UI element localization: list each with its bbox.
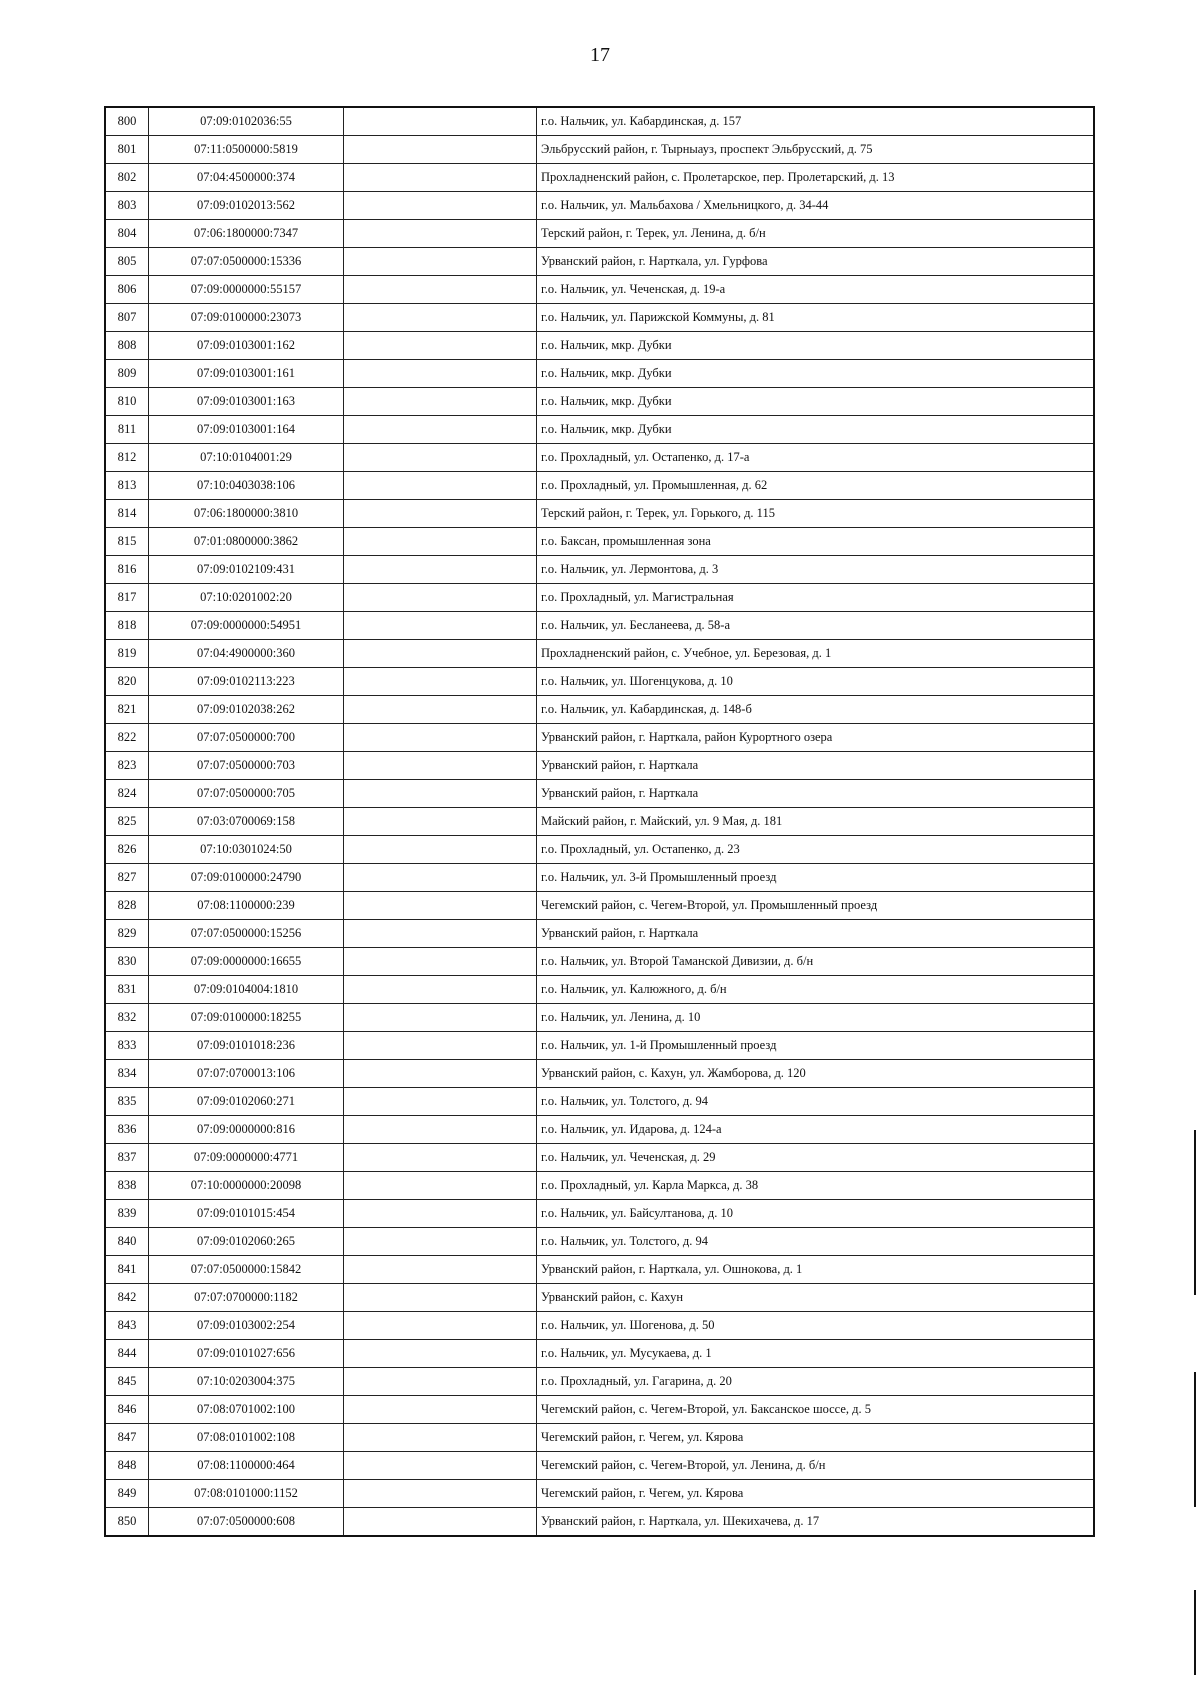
cadastral-number-cell: 07:09:0101018:236 [149,1032,344,1060]
cadastral-number-cell: 07:07:0500000:15842 [149,1256,344,1284]
row-number-cell: 832 [105,1004,149,1032]
table-row [105,1004,1094,1032]
table-row [105,556,1094,584]
address-cell: г.о. Нальчик, ул. Идарова, д. 124-а [537,1116,1095,1144]
blank-cell [344,332,537,360]
row-number-cell: 846 [105,1396,149,1424]
address-cell: г.о. Нальчик, ул. Парижской Коммуны, д. 81 [537,304,1095,332]
row-number-cell: 831 [105,976,149,1004]
cadastral-number-cell: 07:08:1100000:239 [149,892,344,920]
table-row [105,164,1094,192]
page-number: 17 [590,44,610,66]
row-number-cell: 841 [105,1256,149,1284]
cadastral-number-cell: 07:09:0100000:24790 [149,864,344,892]
blank-cell [344,920,537,948]
row-number-cell: 839 [105,1200,149,1228]
address-cell: г.о. Нальчик, мкр. Дубки [537,416,1095,444]
row-number-cell: 803 [105,192,149,220]
table-row [105,752,1094,780]
address-cell: г.о. Прохладный, ул. Остапенко, д. 17-а [537,444,1095,472]
table-row [105,388,1094,416]
table-row [105,1116,1094,1144]
address-cell: Чегемский район, с. Чегем-Второй, ул. Ленина, д. б/н [537,1452,1095,1480]
table-row [105,892,1094,920]
table-row [105,1060,1094,1088]
address-cell: г.о. Нальчик, ул. 1-й Промышленный проезд [537,1032,1095,1060]
cadastral-number-cell: 07:08:1100000:464 [149,1452,344,1480]
table-row [105,696,1094,724]
table-row [105,304,1094,332]
address-cell: Прохладненский район, с. Учебное, ул. Березовая, д. 1 [537,640,1095,668]
cadastral-number-cell: 07:07:0500000:700 [149,724,344,752]
address-cell: Урванский район, г. Нарткала, ул. Шекихачева, д. 17 [537,1508,1095,1537]
table-row [105,220,1094,248]
address-cell: г.о. Нальчик, ул. Чеченская, д. 19-а [537,276,1095,304]
cadastral-number-cell: 07:09:0103001:161 [149,360,344,388]
row-number-cell: 817 [105,584,149,612]
address-cell: г.о. Нальчик, ул. Толстого, д. 94 [537,1088,1095,1116]
cadastral-number-cell: 07:09:0103001:164 [149,416,344,444]
blank-cell [344,1312,537,1340]
address-cell: г.о. Нальчик, ул. Мальбахова / Хмельницкого, д. 34-44 [537,192,1095,220]
row-number-cell: 842 [105,1284,149,1312]
table-row [105,416,1094,444]
blank-cell [344,976,537,1004]
address-cell: г.о. Нальчик, ул. Шогенова, д. 50 [537,1312,1095,1340]
cadastral-number-cell: 07:09:0104004:1810 [149,976,344,1004]
table-row [105,500,1094,528]
cadastral-number-cell: 07:04:4500000:374 [149,164,344,192]
blank-cell [344,304,537,332]
address-cell: г.о. Нальчик, ул. Кабардинская, д. 157 [537,107,1095,136]
row-number-cell: 844 [105,1340,149,1368]
address-cell: Урванский район, с. Кахун [537,1284,1095,1312]
blank-cell [344,836,537,864]
blank-cell [344,1284,537,1312]
cadastral-number-cell: 07:08:0101002:108 [149,1424,344,1452]
table-row [105,864,1094,892]
blank-cell [344,1396,537,1424]
cadastral-number-cell: 07:09:0102036:55 [149,107,344,136]
blank-cell [344,892,537,920]
row-number-cell: 847 [105,1424,149,1452]
scan-mark [1194,1590,1196,1675]
address-cell: г.о. Нальчик, ул. Лермонтова, д. 3 [537,556,1095,584]
table-row [105,640,1094,668]
blank-cell [344,1228,537,1256]
address-cell: г.о. Нальчик, ул. Шогенцукова, д. 10 [537,668,1095,696]
blank-cell [344,472,537,500]
blank-cell [344,724,537,752]
cadastral-number-cell: 07:10:0203004:375 [149,1368,344,1396]
blank-cell [344,948,537,976]
cadastral-number-cell: 07:09:0000000:16655 [149,948,344,976]
row-number-cell: 808 [105,332,149,360]
cadastral-number-cell: 07:09:0102060:265 [149,1228,344,1256]
row-number-cell: 806 [105,276,149,304]
scan-mark [1194,1372,1196,1507]
row-number-cell: 814 [105,500,149,528]
table-row [105,668,1094,696]
cadastral-number-cell: 07:09:0000000:54951 [149,612,344,640]
blank-cell [344,444,537,472]
cadastral-number-cell: 07:09:0102113:223 [149,668,344,696]
cadastral-number-cell: 07:09:0101015:454 [149,1200,344,1228]
table-row [105,1480,1094,1508]
blank-cell [344,1368,537,1396]
cadastral-number-cell: 07:08:0101000:1152 [149,1480,344,1508]
address-cell: г.о. Нальчик, ул. 3-й Промышленный проезд [537,864,1095,892]
row-number-cell: 826 [105,836,149,864]
row-number-cell: 804 [105,220,149,248]
cadastral-number-cell: 07:06:1800000:3810 [149,500,344,528]
row-number-cell: 800 [105,107,149,136]
table-row [105,948,1094,976]
row-number-cell: 819 [105,640,149,668]
address-cell: г.о. Нальчик, ул. Ленина, д. 10 [537,1004,1095,1032]
table-row [105,976,1094,1004]
row-number-cell: 821 [105,696,149,724]
table-row [105,360,1094,388]
cadastral-number-cell: 07:09:0000000:4771 [149,1144,344,1172]
cadastral-number-cell: 07:10:0403038:106 [149,472,344,500]
address-cell: г.о. Нальчик, мкр. Дубки [537,332,1095,360]
table-row [105,1088,1094,1116]
table-row [105,780,1094,808]
table-row [105,1144,1094,1172]
address-cell: г.о. Нальчик, ул. Бесланеева, д. 58-а [537,612,1095,640]
row-number-cell: 823 [105,752,149,780]
address-cell: г.о. Баксан, промышленная зона [537,528,1095,556]
cadastral-number-cell: 07:09:0103001:162 [149,332,344,360]
table-row [105,1284,1094,1312]
row-number-cell: 825 [105,808,149,836]
blank-cell [344,1116,537,1144]
row-number-cell: 829 [105,920,149,948]
cadastral-number-cell: 07:09:0103002:254 [149,1312,344,1340]
blank-cell [344,164,537,192]
row-number-cell: 828 [105,892,149,920]
address-cell: Чегемский район, с. Чегем-Второй, ул. Баксанское шоссе, д. 5 [537,1396,1095,1424]
address-cell: Майский район, г. Майский, ул. 9 Мая, д. 181 [537,808,1095,836]
address-cell: г.о. Нальчик, ул. Второй Таманской Дивизии, д. б/н [537,948,1095,976]
table-row [105,192,1094,220]
blank-cell [344,528,537,556]
address-cell: Урванский район, г. Нарткала [537,752,1095,780]
blank-cell [344,248,537,276]
cadastral-number-cell: 07:09:0102038:262 [149,696,344,724]
blank-cell [344,1144,537,1172]
row-number-cell: 811 [105,416,149,444]
row-number-cell: 843 [105,1312,149,1340]
table-row [105,920,1094,948]
table-row [105,1228,1094,1256]
table-row [105,1368,1094,1396]
registry-table [104,106,1095,1537]
blank-cell [344,500,537,528]
row-number-cell: 838 [105,1172,149,1200]
address-cell: г.о. Нальчик, ул. Чеченская, д. 29 [537,1144,1095,1172]
cadastral-number-cell: 07:09:0100000:23073 [149,304,344,332]
row-number-cell: 849 [105,1480,149,1508]
table-row [105,528,1094,556]
row-number-cell: 835 [105,1088,149,1116]
table-row [105,1200,1094,1228]
cadastral-number-cell: 07:07:0500000:705 [149,780,344,808]
scan-mark [1194,1130,1196,1295]
table-row [105,332,1094,360]
blank-cell [344,276,537,304]
cadastral-number-cell: 07:09:0100000:18255 [149,1004,344,1032]
row-number-cell: 812 [105,444,149,472]
blank-cell [344,1088,537,1116]
address-cell: г.о. Прохладный, ул. Магистральная [537,584,1095,612]
address-cell: г.о. Нальчик, мкр. Дубки [537,388,1095,416]
cadastral-number-cell: 07:10:0201002:20 [149,584,344,612]
cadastral-number-cell: 07:10:0104001:29 [149,444,344,472]
row-number-cell: 840 [105,1228,149,1256]
address-cell: г.о. Прохладный, ул. Гагарина, д. 20 [537,1368,1095,1396]
address-cell: Урванский район, с. Кахун, ул. Жамборова, д. 120 [537,1060,1095,1088]
address-cell: Эльбрусский район, г. Тырныауз, проспект Эльбрусский, д. 75 [537,136,1095,164]
row-number-cell: 801 [105,136,149,164]
cadastral-number-cell: 07:11:0500000:5819 [149,136,344,164]
registry-body [105,107,1094,1536]
blank-cell [344,1452,537,1480]
table-row [105,248,1094,276]
blank-cell [344,780,537,808]
blank-cell [344,668,537,696]
row-number-cell: 827 [105,864,149,892]
row-number-cell: 830 [105,948,149,976]
row-number-cell: 810 [105,388,149,416]
row-number-cell: 809 [105,360,149,388]
address-cell: Урванский район, г. Нарткала [537,920,1095,948]
cadastral-number-cell: 07:07:0700000:1182 [149,1284,344,1312]
cadastral-number-cell: 07:03:0700069:158 [149,808,344,836]
blank-cell [344,1480,537,1508]
blank-cell [344,1340,537,1368]
address-cell: Чегемский район, с. Чегем-Второй, ул. Промышленный проезд [537,892,1095,920]
address-cell: Терский район, г. Терек, ул. Горького, д. 115 [537,500,1095,528]
address-cell: Урванский район, г. Нарткала, ул. Ошнокова, д. 1 [537,1256,1095,1284]
blank-cell [344,612,537,640]
address-cell: г.о. Нальчик, ул. Кабардинская, д. 148-б [537,696,1095,724]
row-number-cell: 837 [105,1144,149,1172]
table-row [105,1452,1094,1480]
row-number-cell: 836 [105,1116,149,1144]
cadastral-number-cell: 07:09:0102109:431 [149,556,344,584]
row-number-cell: 813 [105,472,149,500]
cadastral-number-cell: 07:04:4900000:360 [149,640,344,668]
address-cell: Чегемский район, г. Чегем, ул. Кярова [537,1480,1095,1508]
table-row [105,1396,1094,1424]
address-cell: г.о. Нальчик, ул. Байсултанова, д. 10 [537,1200,1095,1228]
blank-cell [344,360,537,388]
cadastral-number-cell: 07:10:0000000:20098 [149,1172,344,1200]
table-row [105,444,1094,472]
cadastral-number-cell: 07:06:1800000:7347 [149,220,344,248]
address-cell: г.о. Нальчик, ул. Толстого, д. 94 [537,1228,1095,1256]
blank-cell [344,192,537,220]
cadastral-number-cell: 07:10:0301024:50 [149,836,344,864]
cadastral-number-cell: 07:09:0102013:562 [149,192,344,220]
address-cell: г.о. Прохладный, ул. Промышленная, д. 62 [537,472,1095,500]
table-row [105,584,1094,612]
table-row [105,724,1094,752]
blank-cell [344,808,537,836]
blank-cell [344,1256,537,1284]
blank-cell [344,136,537,164]
blank-cell [344,1424,537,1452]
address-cell: г.о. Прохладный, ул. Карла Маркса, д. 38 [537,1172,1095,1200]
row-number-cell: 805 [105,248,149,276]
cadastral-number-cell: 07:09:0101027:656 [149,1340,344,1368]
row-number-cell: 824 [105,780,149,808]
row-number-cell: 820 [105,668,149,696]
table-row [105,1340,1094,1368]
blank-cell [344,388,537,416]
cadastral-number-cell: 07:09:0103001:163 [149,388,344,416]
blank-cell [344,640,537,668]
blank-cell [344,220,537,248]
row-number-cell: 845 [105,1368,149,1396]
blank-cell [344,696,537,724]
table-row [105,1312,1094,1340]
blank-cell [344,1508,537,1537]
row-number-cell: 834 [105,1060,149,1088]
table-row [105,612,1094,640]
table-row [105,107,1094,136]
table-row [105,836,1094,864]
address-cell: Терский район, г. Терек, ул. Ленина, д. б/н [537,220,1095,248]
address-cell: г.о. Нальчик, мкр. Дубки [537,360,1095,388]
blank-cell [344,1200,537,1228]
address-cell: Чегемский район, г. Чегем, ул. Кярова [537,1424,1095,1452]
blank-cell [344,584,537,612]
address-cell: г.о. Прохладный, ул. Остапенко, д. 23 [537,836,1095,864]
blank-cell [344,1060,537,1088]
cadastral-number-cell: 07:09:0102060:271 [149,1088,344,1116]
table-row [105,136,1094,164]
cadastral-number-cell: 07:09:0000000:55157 [149,276,344,304]
row-number-cell: 850 [105,1508,149,1537]
table-row [105,1172,1094,1200]
table-row [105,1032,1094,1060]
row-number-cell: 816 [105,556,149,584]
table-row [105,808,1094,836]
table-row [105,472,1094,500]
cadastral-number-cell: 07:07:0500000:703 [149,752,344,780]
row-number-cell: 807 [105,304,149,332]
blank-cell [344,107,537,136]
row-number-cell: 848 [105,1452,149,1480]
address-cell: Урванский район, г. Нарткала [537,780,1095,808]
row-number-cell: 815 [105,528,149,556]
cadastral-number-cell: 07:07:0500000:608 [149,1508,344,1537]
table-row [105,1508,1094,1537]
cadastral-number-cell: 07:07:0500000:15336 [149,248,344,276]
address-cell: г.о. Нальчик, ул. Калюжного, д. б/н [537,976,1095,1004]
blank-cell [344,556,537,584]
cadastral-number-cell: 07:09:0000000:816 [149,1116,344,1144]
row-number-cell: 818 [105,612,149,640]
blank-cell [344,1004,537,1032]
cadastral-number-cell: 07:08:0701002:100 [149,1396,344,1424]
address-cell: Урванский район, г. Нарткала, ул. Гурфова [537,248,1095,276]
row-number-cell: 802 [105,164,149,192]
cadastral-number-cell: 07:01:0800000:3862 [149,528,344,556]
cadastral-number-cell: 07:07:0500000:15256 [149,920,344,948]
address-cell: Урванский район, г. Нарткала, район Курортного озера [537,724,1095,752]
blank-cell [344,416,537,444]
blank-cell [344,864,537,892]
blank-cell [344,752,537,780]
table-row [105,276,1094,304]
table-row [105,1256,1094,1284]
row-number-cell: 822 [105,724,149,752]
table-row [105,1424,1094,1452]
address-cell: Прохладненский район, с. Пролетарское, пер. Пролетарский, д. 13 [537,164,1095,192]
address-cell: г.о. Нальчик, ул. Мусукаева, д. 1 [537,1340,1095,1368]
row-number-cell: 833 [105,1032,149,1060]
cadastral-number-cell: 07:07:0700013:106 [149,1060,344,1088]
blank-cell [344,1172,537,1200]
blank-cell [344,1032,537,1060]
